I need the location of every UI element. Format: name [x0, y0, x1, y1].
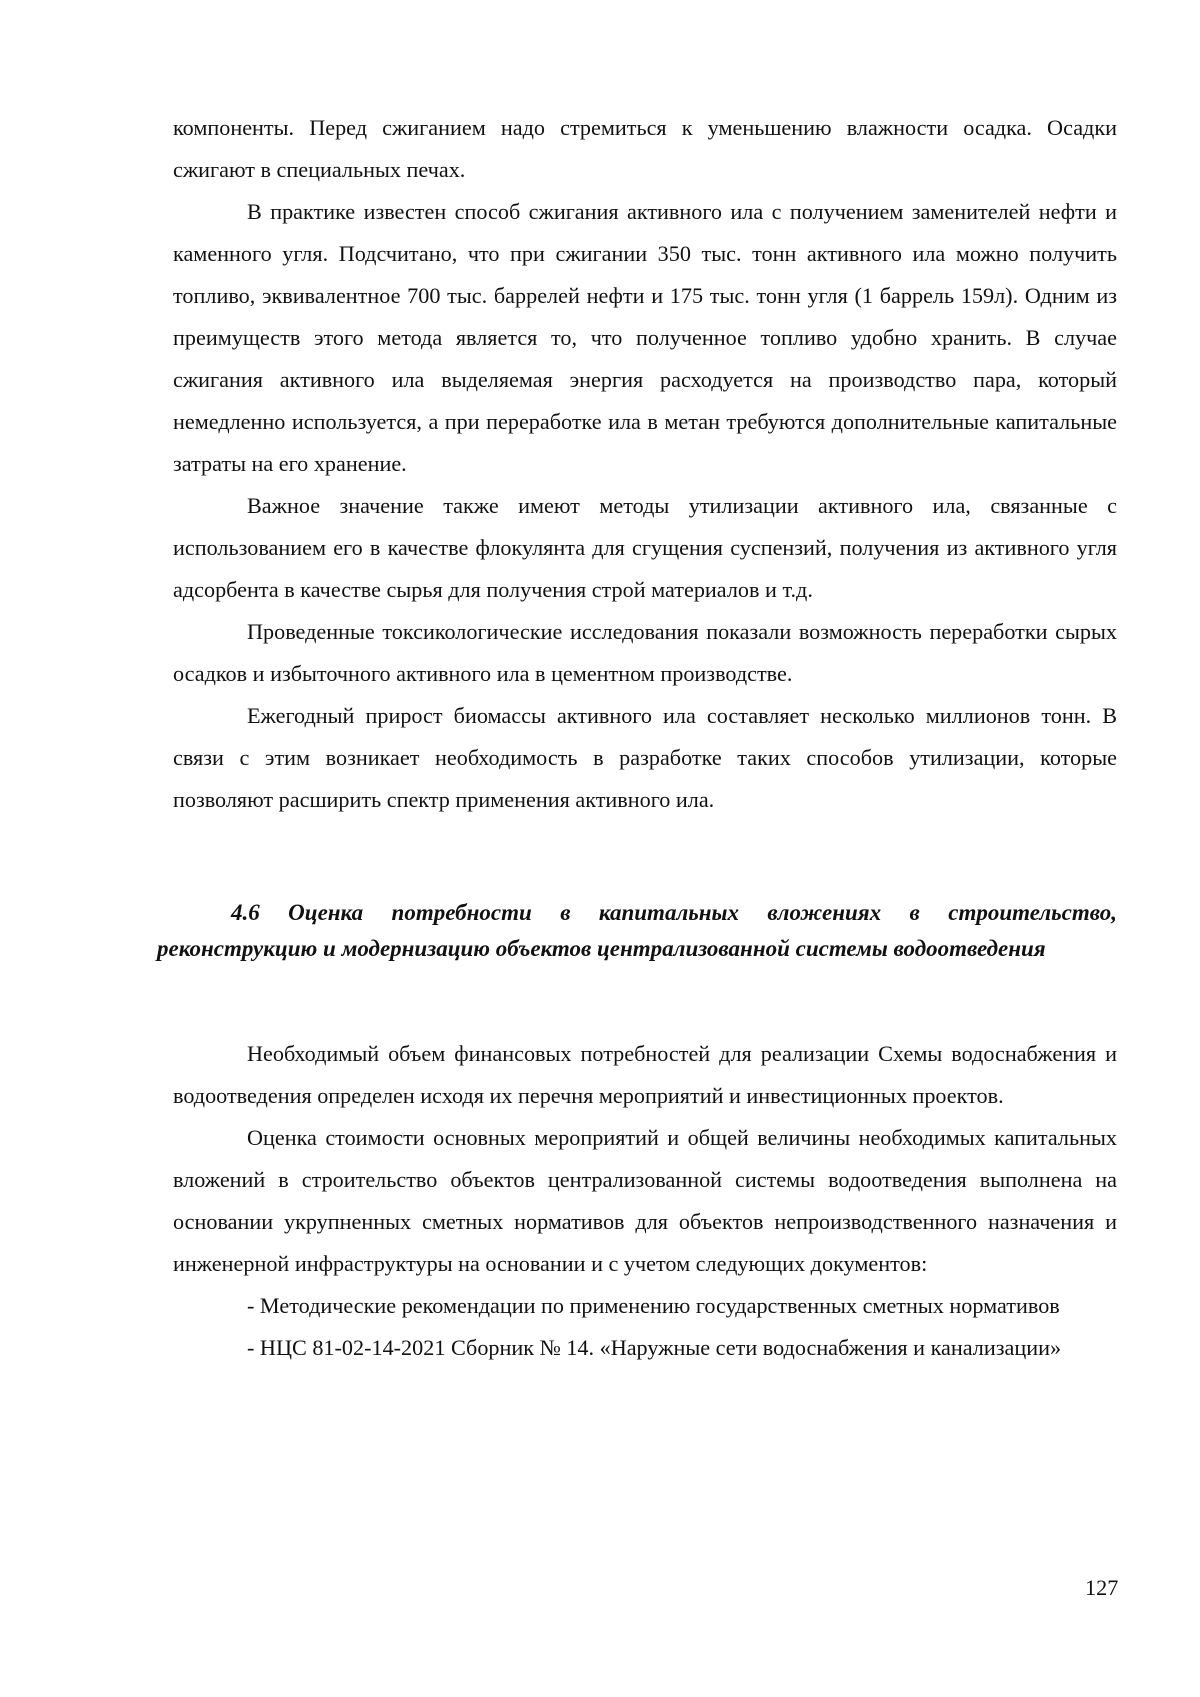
paragraph-continuation: компоненты. Перед сжиганием надо стремиться к уменьшению влажности осадка. Осадки сжигают в специальных печах. [173, 115, 1117, 182]
paragraph-biomass-growth: Ежегодный прирост биомассы активного ила составляет несколько миллионов тонн. В связи с этим возникает необходимость в разработке таких способов утилизации, которые позволяют расширить спектр применения активного ила. [173, 703, 1117, 812]
list-item-methodical-recommendations: - Методические рекомендации по применению государственных сметных нормативов [247, 1293, 1060, 1318]
paragraph-toxicology: Проведенные токсикологические исследования показали возможность переработки сырых осадков и избыточного активного ила в цементном производстве. [173, 619, 1117, 686]
section-heading: 4.6 Оценка потребности в капитальных вложениях в строительство, реконструкцию и модернизацию объектов централизованной системы водоотведения [157, 900, 1117, 961]
paragraph-cost-estimate: Оценка стоимости основных мероприятий и общей величины необходимых капитальных вложений в строительство объектов централизованной системы водоотведения выполнена на основании укрупненных сметных нормативов для объектов непроизводственного назначения и инженерной инфраструктуры на основании и с учетом следующих документов: [173, 1125, 1117, 1276]
page-number: 127 [1085, 1575, 1119, 1600]
paragraph-financial-needs: Необходимый объем финансовых потребностей для реализации Схемы водоснабжения и водоотведения определен исходя их перечня мероприятий и инвестиционных проектов. [173, 1041, 1117, 1108]
paragraph-incineration-fuel: В практике известен способ сжигания активного ила с получением заменителей нефти и каменного угля. Подсчитано, что при сжигании 350 тыс. тонн активного ила можно получить топливо, эквивалентное 700 тыс. баррелей нефти и 175 тыс. тонн угля (1 баррель 159л). Одним из преимуществ этого метода является то, что полученное топливо удобно хранить. В случае сжигания активного ила выделяемая энергия расходуется на производство пара, который немедленно используется, а при переработке ила в метан требуются дополнительные капитальные затраты на его хранение. [173, 199, 1117, 476]
paragraph-flocculant-use: Важное значение также имеют методы утилизации активного ила, связанные с использованием его в качестве флокулянта для сгущения суспензий, получения из активного угля адсорбента в качестве сырья для получения строй материалов и т.д. [173, 493, 1117, 602]
page-content [157, 107, 1117, 1369]
list-item-ncs-collection: - НЦС 81-02-14-2021 Сборник № 14. «Наружные сети водоснабжения и канализации» [247, 1335, 1062, 1360]
